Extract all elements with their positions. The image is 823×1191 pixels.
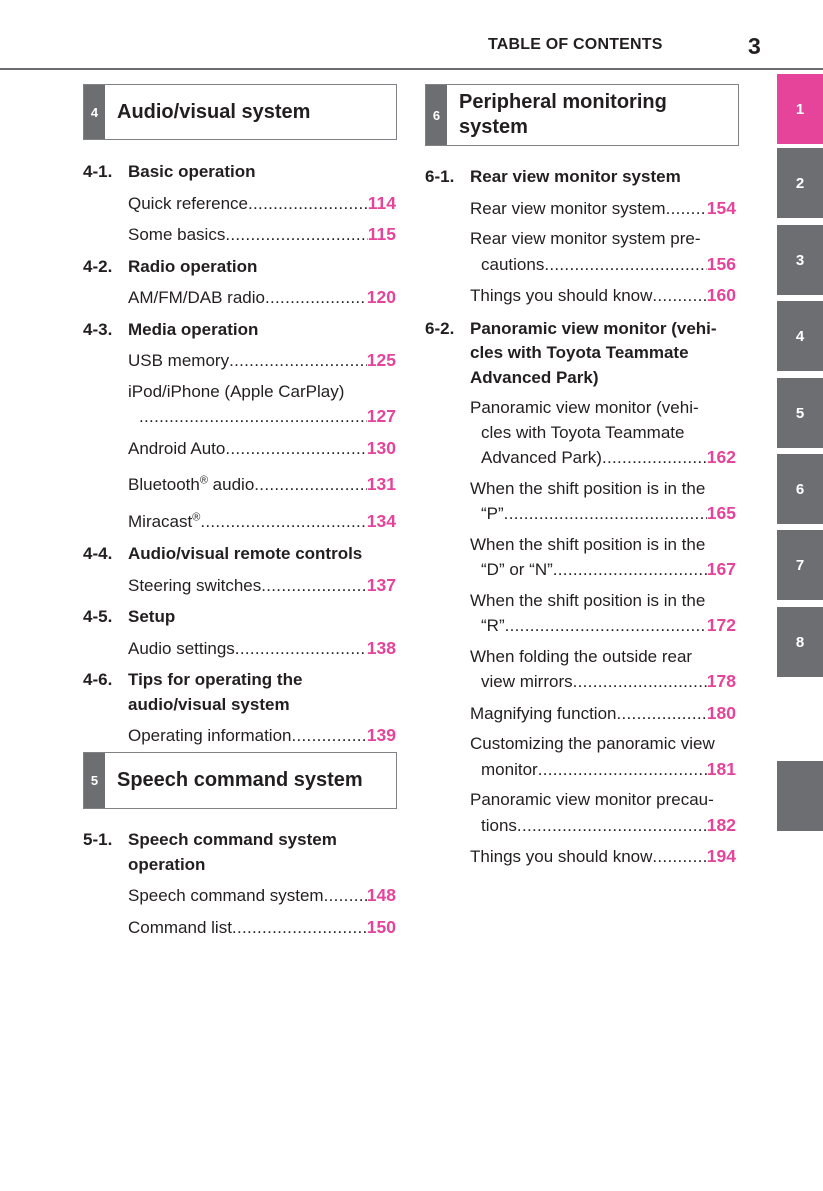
toc-entry-rear-view-monitor-precautions[interactable]: Rear view monitor system pre- cautions ..... 156: [425, 227, 736, 277]
subsection-4-1: 4-1. Basic operation: [83, 162, 256, 181]
subsection-6-1: 6-1. Rear view monitor system: [425, 167, 681, 186]
chapter-tab-4[interactable]: 4: [777, 301, 823, 371]
toc-entry-panoramic-precautions[interactable]: Panoramic view monitor precau- tions ..... 182: [425, 788, 736, 838]
chapter-tab-1[interactable]: 1: [777, 74, 823, 144]
toc-entry-panoramic-view-monitor[interactable]: Panoramic view monitor (vehi- cles with Toyota Teammate Advanced Park) ..... 162: [425, 396, 736, 471]
section-5-number: 5: [84, 753, 105, 808]
toc-entry-shift-position-r[interactable]: When the shift position is in the “R” ..... 172: [425, 589, 736, 639]
left-column-bottom: [83, 828, 396, 940]
subsection-4-5: 4-5. Setup: [83, 607, 176, 626]
toc-entry-command-list[interactable]: Command list ..... 150: [83, 915, 396, 941]
subsection-4-2: 4-2. Radio operation: [83, 256, 258, 276]
toc-entry-audio-settings[interactable]: Audio settings ..... 138: [83, 636, 396, 662]
toc-entry-miracast[interactable]: Miracast® ..... 134: [83, 509, 396, 535]
subsection-4-6: 4-6. Tips for operating the audio/visual system: [83, 670, 303, 714]
section-6-number: 6: [426, 85, 447, 145]
toc-entry-quick-reference[interactable]: Quick reference ..... 114: [83, 191, 396, 217]
toc-entry-operating-information[interactable]: Operating information ..... 139: [83, 723, 396, 749]
subsection-4-4: 4-4. Audio/visual remote controls: [83, 544, 363, 563]
toc-entry-folding-outside-mirrors[interactable]: When folding the outside rear view mirrors ..... 178: [425, 645, 736, 695]
toc-entry-shift-position-d-n[interactable]: When the shift position is in the “D” or “N” ..... 167: [425, 533, 736, 583]
toc-entry-am-fm-dab-radio[interactable]: AM/FM/DAB radio ..... 120: [83, 285, 396, 311]
toc-entry-android-auto[interactable]: Android Auto ..... 130: [83, 436, 396, 462]
toc-entry-speech-command-system[interactable]: Speech command system ..... 148: [83, 883, 396, 909]
chapter-tab-7[interactable]: 7: [777, 530, 823, 600]
header-title: TABLE OF CONTENTS: [488, 36, 663, 53]
left-column-top: [83, 160, 396, 749]
chapter-tab-5[interactable]: 5: [777, 378, 823, 448]
subsection-4-3: 4-3. Media operation: [83, 319, 259, 339]
section-6-title: Peripheral monitoring system: [459, 91, 667, 138]
toc-entry-steering-switches[interactable]: Steering switches ..... 137: [83, 573, 396, 599]
toc-entry-usb-memory[interactable]: USB memory ..... 125: [83, 348, 396, 374]
section-4-number: 4: [84, 85, 105, 139]
section-5-title: Speech command system: [117, 769, 363, 791]
toc-entry-ipod-iphone[interactable]: iPod/iPhone (Apple CarPlay) ..... 127: [83, 380, 396, 430]
section-4-title: Audio/visual system: [117, 101, 311, 123]
toc-entry-customizing-panoramic-view[interactable]: Customizing the panoramic view monitor ..... 181: [425, 732, 736, 782]
toc-entry-magnifying-function[interactable]: Magnifying function ..... 180: [425, 701, 736, 727]
toc-entry-things-you-should-know-panoramic[interactable]: Things you should know ..... 194: [425, 844, 736, 870]
chapter-tab-3[interactable]: 3: [777, 225, 823, 295]
subsection-5-1: 5-1. Speech command system operation: [83, 830, 337, 874]
toc-entry-shift-position-p[interactable]: When the shift position is in the “P” ..... 165: [425, 477, 736, 527]
header-rule: [0, 68, 823, 70]
right-column: [425, 165, 736, 870]
section-6-header[interactable]: [425, 84, 739, 146]
toc-entry-bluetooth-audio[interactable]: Bluetooth® audio ..... 131: [83, 472, 396, 498]
section-4-header[interactable]: [83, 84, 397, 140]
subsection-6-2: 6-2. Panoramic view monitor (vehi- cles with Toyota Teammate Advanced Park): [425, 318, 717, 387]
toc-entry-things-you-should-know-rear[interactable]: Things you should know ..... 160: [425, 283, 736, 309]
chapter-tab-2[interactable]: 2: [777, 148, 823, 218]
page-number: 3: [748, 33, 761, 59]
index-tab[interactable]: [777, 761, 823, 831]
toc-entry-some-basics[interactable]: Some basics ..... 115: [83, 222, 396, 248]
section-5-header[interactable]: [83, 752, 397, 809]
chapter-tab-8[interactable]: 8: [777, 607, 823, 677]
toc-entry-rear-view-monitor-system[interactable]: Rear view monitor system ..... 154: [425, 196, 736, 222]
chapter-tab-6[interactable]: 6: [777, 454, 823, 524]
